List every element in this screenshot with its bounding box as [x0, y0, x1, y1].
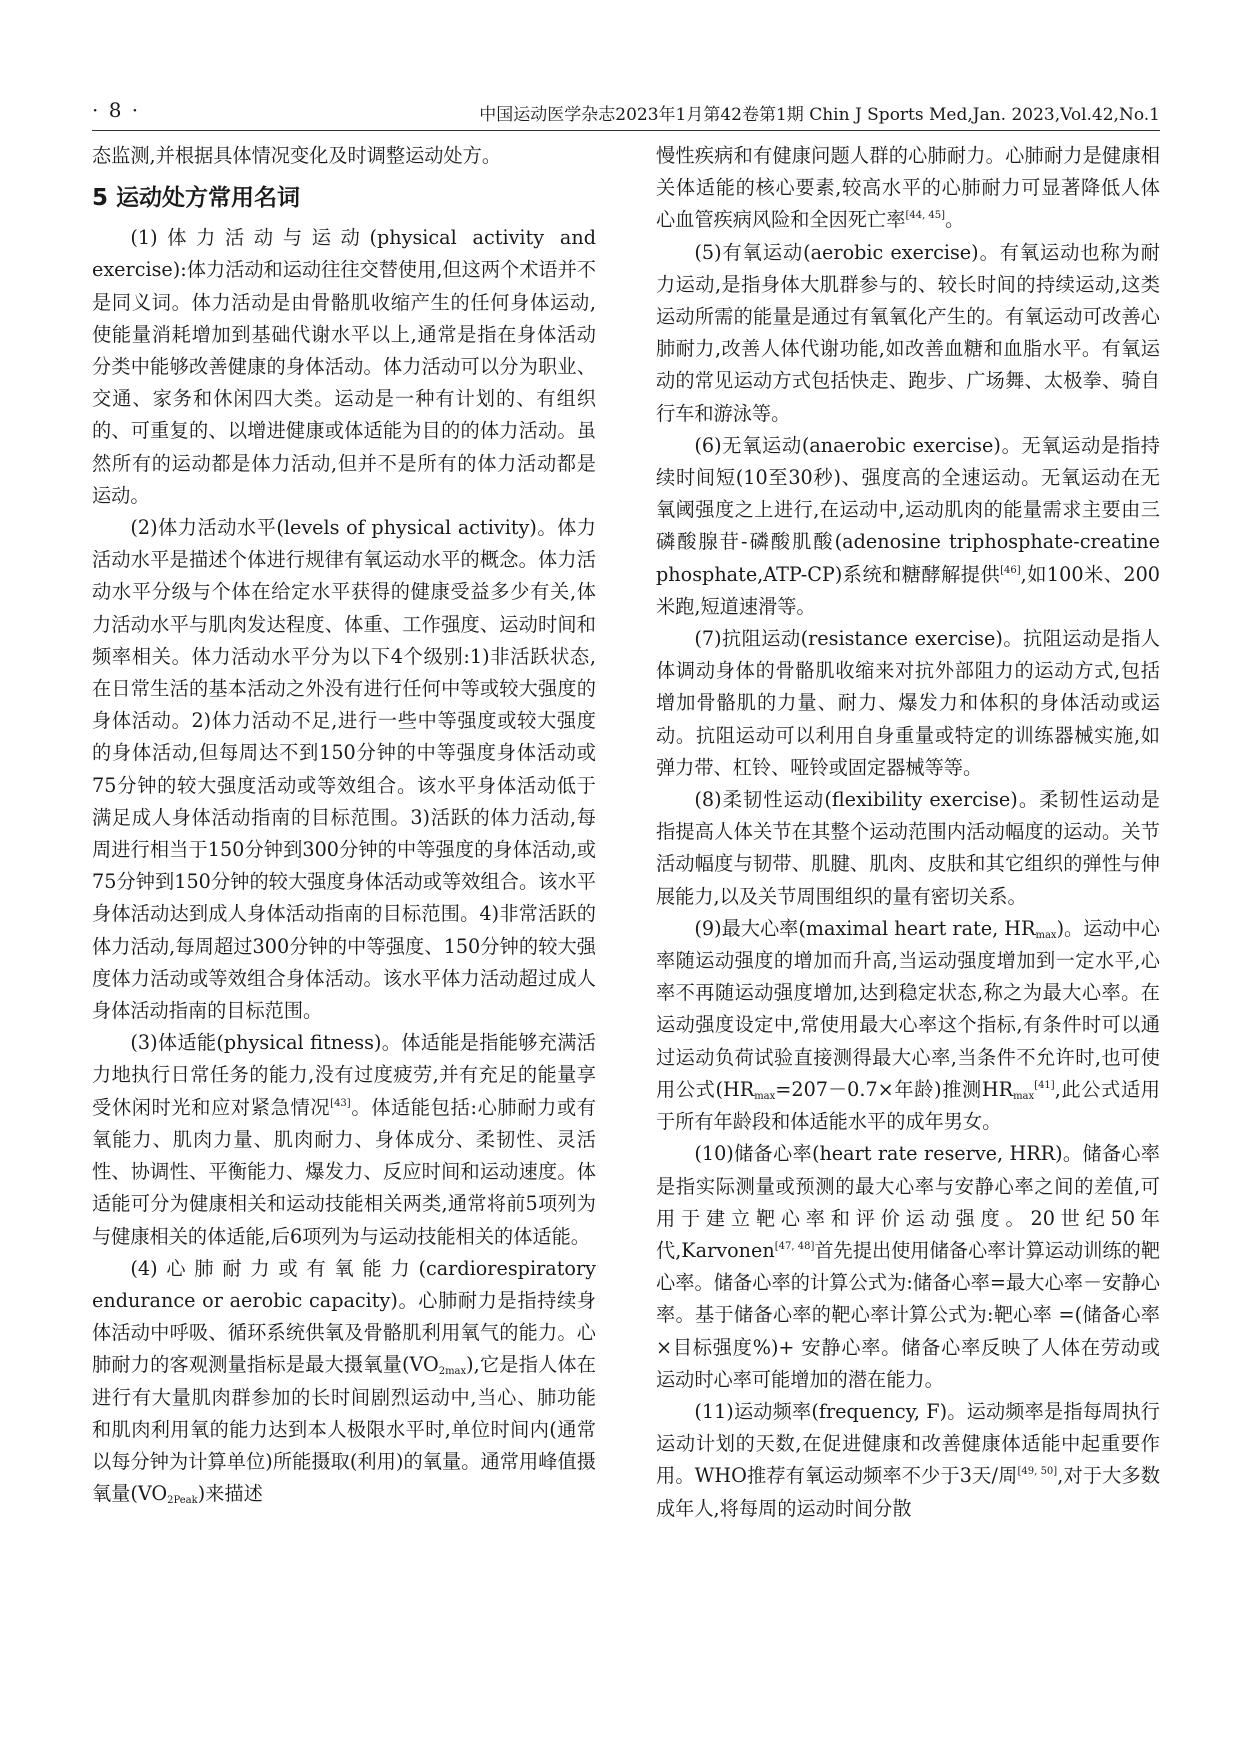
paragraph-anaerobic: [656, 430, 1160, 623]
paragraph-physical-activity: (1)体力活动与运动(physical activity and exercise):体力活动和运动往往交替使用,但这两个术语并不是同义词。体力活动是由骨骼肌收缩产生的任何身体运动,使能量消耗增加到基础代谢水平以上,通常是指在身体活动分类中能够改善健康的身体活动。体力活动可以分为职业、交通、家务和休闲四大类。运动是一种有计划的、有组织的、可重复的、以增进健康或体适能为目的的体力活动。虽然所有的运动都是体力活动,但并不是所有的体力活动都是运动。: [92, 226, 596, 507]
left-column: [92, 140, 596, 1510]
text: 首先提出使用储备心率计算运动训练的靶心率。储备心率的计算公式为:储备心率=最大心率－安静心率。基于储备心率的靶心率计算公式为:靶心率 =(储备心率×目标强度%)+ 安静心率。储备心率反映了人体在劳动或运动时心率可能增加的潜在能力。: [656, 1238, 1160, 1391]
text: ),它是指人体在进行有大量肌肉群参加的长时间剧烈运动中,当心、肺功能和肌肉利用氧的能力达到本人极限水平时,单位时间内(通常以每分钟为计算单位)所能摄取(利用)的氧量。通常用峰值摄氧量(VO: [92, 1353, 596, 1506]
page-number: · 8 ·: [92, 98, 141, 122]
paragraph-flexibility: (8)柔韧性运动(flexibility exercise)。柔韧性运动是指提高人体关节在其整个运动范围内活动幅度的运动。关节活动幅度与韧带、肌腱、肌肉、皮肤和其它组织的弹性与伸展能力,以及关节周围组织的量有密切关系。: [656, 788, 1160, 908]
subscript: max: [1035, 929, 1057, 941]
text: (6)无氧运动(anaerobic exercise)。无氧运动是指持续时间短(10至30秒)、强度高的全速运动。无氧运动在无氧阈强度之上进行,在运动中,运动肌肉的能量需求主要由三磷酸腺苷-磷酸肌酸(adenosine triphosphate-creatine phosphate,ATP-CP)系统和糖酵解提供: [656, 433, 1160, 586]
citation: [47, 48]: [774, 1240, 815, 1252]
text: ,对于大多数成年人,将每周的运动时间分散: [656, 1464, 1161, 1520]
journal-citation: 中国运动医学杂志2023年1月第42卷第1期 Chin J Sports Med,Jan. 2023,Vol.42,No.1: [479, 105, 1160, 125]
text: )。运动中心率随运动强度的增加而升高,当运动强度增加到一定水平,心率不再随运动强度增加,达到稳定状态,称之为最大心率。在运动强度设定中,常使用最大心率这个指标,有条件时可以通过运动负荷试验直接测得最大心率,当条件不允许时,也可使用公式(HR: [656, 916, 1160, 1101]
citation: [43]: [330, 1097, 351, 1109]
right-column: [656, 140, 1160, 1525]
paragraph-aerobic: (5)有氧运动(aerobic exercise)。有氧运动也称为耐力运动,是指身体大肌群参与的、较长时间的持续运动,这类运动所需的能量是通过有氧氧化产生的。有氧运动可改善心肺耐力,改善人体代谢功能,如改善血糖和血脂水平。有氧运动的常见运动方式包括快走、跑步、广场舞、太极拳、骑自行车和游泳等。: [656, 240, 1160, 425]
text: )来描述: [197, 1482, 263, 1506]
paragraph-physical-fitness: [92, 1027, 596, 1252]
text: (9)最大心率(maximal heart rate, HR: [694, 916, 1036, 940]
citation: [49, 50]: [1017, 1466, 1058, 1478]
paragraph-continuation: 态监测,并根据具体情况变化及时调整运动处方。: [92, 144, 502, 167]
section-heading: 5 运动处方常用名词: [92, 185, 301, 212]
text: =207－0.7×年龄)推测HR: [775, 1077, 1014, 1101]
running-header: [92, 96, 1160, 131]
paragraph-frequency: [656, 1396, 1160, 1525]
text: 。体适能包括:心肺耐力或有氧能力、肌肉力量、肌肉耐力、身体成分、柔韧性、灵活性、协调性、平衡能力、爆发力、反应时间和运动速度。体适能可分为健康相关和运动技能相关两类,通常将前5项列为与健康相关的体适能,后6项列为与运动技能相关的体适能。: [92, 1095, 596, 1248]
text: ,如100米、200米跑,短道速滑等。: [656, 562, 1160, 618]
text: 慢性疾病和有健康问题人群的心肺耐力。心肺耐力是健康相关体适能的核心要素,较高水平的心肺耐力可显著降低人体心血管疾病风险和全因死亡率: [656, 144, 1160, 232]
text: (10)储备心率(heart rate reserve, HRR)。储备心率是指实际测量或预测的最大心率与安静心率之间的差值,可用于建立靶心率和评价运动强度。20世纪50年代,Karvonen: [656, 1142, 1160, 1262]
text: (4)心肺耐力或有氧能力(cardiorespiratory endurance or aerobic capacity)。心肺耐力是指持续身体活动中呼吸、循环系统供氧及骨骼肌利用氧气的能力。心肺耐力的客观测量指标是最大摄氧量(VO: [92, 1256, 596, 1377]
paragraph-continuation: [656, 140, 1160, 237]
text: ,此公式适用于所有年龄段和体适能水平的成年男女。: [656, 1077, 1160, 1134]
subscript: max: [754, 1090, 776, 1102]
subscript: max: [1013, 1090, 1035, 1102]
text: 。: [945, 208, 965, 232]
paragraph-cardiorespiratory: [92, 1253, 596, 1511]
citation: [44, 45]: [905, 210, 946, 222]
subscript: 2Peak: [167, 1495, 198, 1507]
subscript: 2max: [438, 1366, 467, 1378]
text: (11)运动频率(frequency, F)。运动频率是指每周执行运动计划的天数,在促进健康和改善健康体适能中起重要作用。WHO推荐有氧运动频率不少于3天/周: [656, 1399, 1160, 1488]
text: (3)体适能(physical fitness)。体适能是指能够充满活力地执行日常任务的能力,没有过度疲劳,并有充足的能量享受休闲时光和应对紧急情况: [92, 1031, 596, 1119]
citation: [46]: [1000, 564, 1021, 576]
citation: [41]: [1034, 1079, 1055, 1091]
paragraph-max-heart-rate: [656, 913, 1160, 1138]
paragraph-resistance: (7)抗阻运动(resistance exercise)。抗阻运动是指人体调动身体的骨骼肌收缩来对抗外部阻力的运动方式,包括增加骨骼肌的力量、耐力、爆发力和体积的身体活动或运动。抗阻运动可以利用自身重量或特定的训练器械实施,如弹力带、杠铃、哑铃或固定器械等等。: [656, 627, 1160, 779]
paragraph-heart-rate-reserve: [656, 1138, 1160, 1396]
paragraph-activity-levels: (2)体力活动水平(levels of physical activity)。体力活动水平是描述个体进行规律有氧运动水平的概念。体力活动水平分级与个体在给定水平获得的健康受益多少有关,体力活动水平与肌肉发达程度、体重、工作强度、运动时间和频率相关。体力活动水平分为以下4个级别:1)非活跃状态,在日常生活的基本活动之外没有进行任何中等或较大强度的身体活动。2)体力活动不足,进行一些中等强度或较大强度的身体活动,但每周达不到150分钟的中等强度身体活动或75分钟的较大强度活动或等效组合。该水平身体活动低于满足成人身体活动指南的目标范围。3)活跃的体力活动,每周进行相当于150分钟到300分钟的中等强度的身体活动,或75分钟到150分钟的较大强度身体活动或等效组合。该水平身体活动达到成人身体活动指南的目标范围。4)非常活跃的体力活动,每周超过300分钟的中等强度、150分钟的较大强度体力活动或等效组合身体活动。该水平体力活动超过成人身体活动指南的目标范围。: [92, 516, 596, 1023]
